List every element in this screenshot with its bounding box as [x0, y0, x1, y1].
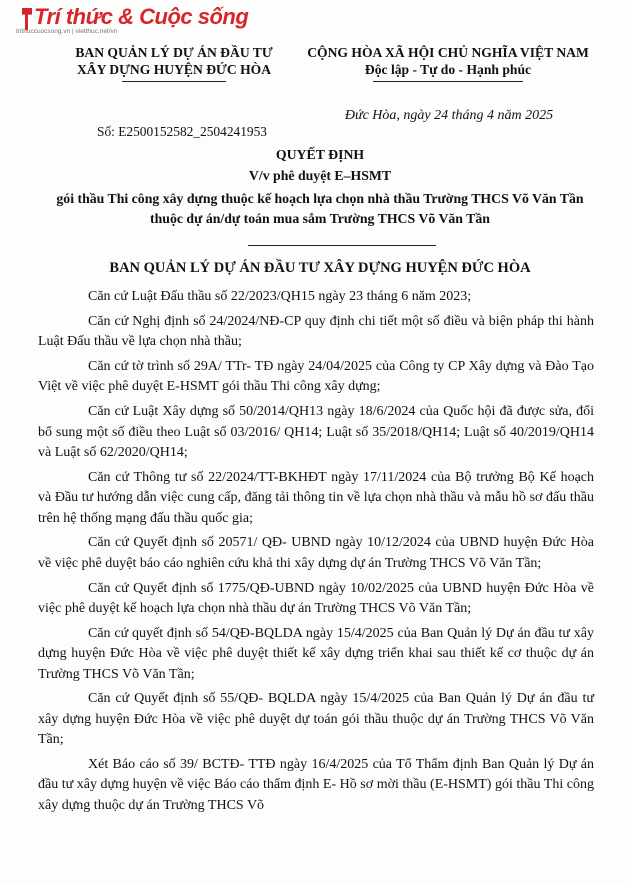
paragraph: Căn cứ Quyết định số 20571/ QĐ- UBND ngày 10/12/2024 của UBND huyện Đức Hòa về việc phê duyệt báo cáo nghiên cứu khả thi xây dựng dự án Trường THCS Võ Văn Tần; [38, 535, 594, 571]
watermark-url: trithuccuocsong.vn | vietthuc.net/vn [16, 28, 118, 35]
place-date: Đức Hòa, ngày 24 tháng 4 năm 2025 [344, 108, 554, 123]
paragraph: Căn cứ Quyết định số 55/QĐ- BQLDA ngày 15/4/2025 của Ban Quản lý Dự án đầu tư xây dựng huyện Đức Hòa về việc phê duyệt dự toán gói thầu thuộc dự án Trường THCS Võ Văn Tần; [38, 691, 594, 748]
agency-block [60, 44, 288, 82]
title-divider [248, 245, 436, 246]
paragraph: Căn cứ tờ trình số 29A/ TTr- TĐ ngày 24/04/2025 của Công ty CP Xây dựng và Đào Tạo Việt về việc phê duyệt E-HSMT gói thầu Thi công xây dựng; [38, 359, 594, 395]
national-block [288, 44, 608, 82]
agency-name: BAN QUẢN LÝ DỰ ÁN ĐẦU TƯ XÂY DỰNG HUYỆN ĐỨC HÒA [75, 45, 273, 77]
watermark-logo [22, 4, 248, 30]
paragraph: Căn cứ Nghị định số 24/2024/NĐ-CP quy định chi tiết một số điều và biện pháp thi hành Luật Đấu thầu về lựa chọn nhà thầu; [38, 313, 594, 350]
decision-heading: QUYẾT ĐỊNH [275, 147, 365, 162]
motto: Độc lập - Tự do - Hạnh phúc [364, 62, 532, 77]
paragraph: Căn cứ Luật Đấu thầu số 22/2023/QH15 ngày 23 tháng 6 năm 2023; [88, 289, 472, 304]
paragraph: Xét Báo cáo số 39/ BCTĐ- TTĐ ngày 16/4/2025 của Tổ Thẩm định Ban Quản lý Dự án đầu tư xây dựng huyện về việc Báo cáo thẩm định E- Hồ sơ mời thầu (E-HSMT) gói thầu Thi công xây dựng thuộc dự án Trường THCS Võ [38, 757, 594, 813]
logo-brand: Trí thức & Cuộc sống [34, 4, 249, 29]
paragraph: Căn cứ quyết định số 54/QĐ-BQLDA ngày 15/4/2025 của Ban Quản lý Dự án đầu tư xây dựng huyện Đức Hòa về việc phê duyệt thiết kế xây dựng triển khai sau thiết kế cơ thuộc dự án Trường THCS Võ Văn Tần; [38, 625, 594, 682]
paragraph: Căn cứ Quyết định số 1775/QĐ-UBND ngày 10/02/2025 của UBND huyện Đức Hòa về việc phê duyệt kế hoạch lựa chọn nhà thầu dự án Trường THCS Võ Văn Tần; [38, 580, 594, 617]
paragraph: Căn cứ Luật Xây dựng số 50/2014/QH13 ngày 18/6/2024 của Quốc hội đã được sửa, đổi bổ sung một số điều theo Luật số 03/2016/ QH14; Luật số 35/2018/QH14; Luật số 40/2019/QH14 và Luật số 62/2020/QH14; [38, 404, 594, 461]
logo-icon [22, 8, 32, 30]
decision-subject: V/v phê duyệt E–HSMT [248, 168, 392, 183]
country-name: CỘNG HÒA XÃ HỘI CHỦ NGHĨA VIỆT NAM [307, 45, 589, 60]
paragraph: Căn cứ Thông tư số 22/2024/TT-BKHĐT ngày 17/11/2024 của Bộ trưởng Bộ Kế hoạch và Đầu tư hướng dẫn việc cung cấp, đăng tải thông tin về lựa chọn nhà thầu và mẫu hồ sơ đấu thầu trên hệ thống mạng đấu thầu quốc gia; [38, 469, 594, 526]
decision-package: gói thầu Thi công xây dựng thuộc kế hoạch lựa chọn nhà thầu Trường THCS Võ Văn Tần thuộc dự án/dự toán mua sắm Trường THCS Võ Văn Tần [56, 191, 584, 226]
document-number: Số: E2500152582_2504241953 [97, 124, 267, 139]
document-body [38, 287, 594, 821]
agency-underline [122, 81, 226, 82]
issuer-name: BAN QUẢN LÝ DỰ ÁN ĐẦU TƯ XÂY DỰNG HUYỆN ĐỨC HÒA [109, 260, 531, 276]
motto-underline [373, 81, 523, 82]
